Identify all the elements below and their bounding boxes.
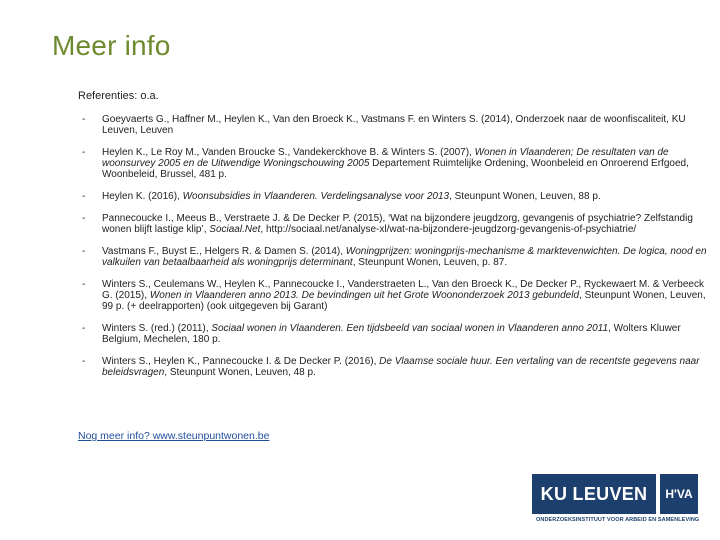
reference-text: Heylen K., Le Roy M., Vanden Broucke S., Vandekerckhove B. & Winters S. (2007), — [102, 147, 475, 158]
bullet-dash: - — [82, 246, 86, 257]
bullet-dash: - — [82, 147, 86, 158]
reference-text: , Steunpunt Wonen, Leuven, 48 p. — [164, 367, 316, 378]
reference-text: Winters S., Heylen K., Pannecoucke I. & De Decker P. (2016), — [102, 356, 380, 367]
reference-item — [78, 323, 708, 345]
more-info-link[interactable]: Nog meer info? www.steunpuntwonen.be — [78, 430, 270, 442]
reference-item — [78, 147, 708, 180]
reference-text: , Steunpunt Wonen, Leuven, 99 p. (+ deelrapporten) (ook uitgegeven bij Garant) — [102, 290, 706, 312]
reference-title: Sociaal wonen in Vlaanderen. Een tijdsbeeld van sociaal wonen in Vlaanderen anno 2011 — [211, 323, 609, 334]
page-title: Meer info — [52, 30, 171, 61]
ku-leuven-logo-text: KU LEUVEN — [540, 483, 648, 504]
reference-title: Woonsubsidies in Vlaanderen. Verdelingsanalyse voor 2013 — [182, 191, 450, 202]
reference-text: , Wolters Kluwer Belgium, Mechelen, 180 p. — [102, 323, 681, 345]
reference-text: , Steunpunt Wonen, Leuven, p. 87. — [352, 257, 508, 268]
hiva-logo — [660, 474, 698, 514]
reference-text: Vastmans F., Buyst E., Helgers R. & Damen S. (2014), — [102, 246, 346, 257]
ku-leuven-logo — [532, 474, 656, 514]
reference-item — [78, 356, 708, 378]
reference-text: Winters S. (red.) (2011), — [102, 323, 212, 334]
reference-item — [78, 213, 708, 235]
reference-title: Sociaal.Net — [209, 224, 261, 235]
reference-item — [78, 114, 708, 136]
reference-title: Wonen in Vlaanderen anno 2013. De bevindingen uit het Grote Woononderzoek 2013 gebundeld — [149, 290, 580, 301]
bullet-dash: - — [82, 356, 86, 367]
reference-text: Heylen K. (2016), — [102, 191, 183, 202]
reference-text: , http://sociaal.net/analyse-xl/wat-na-bijzondere-jeugdzorg-gevangenis-of-psychiatrie/ — [260, 224, 637, 235]
reference-title: Wonen in Vlaanderen; De resultaten van de woonsurvey 2005 en de Uitwendige Woningschouwing 2005 — [102, 147, 669, 169]
reference-list — [78, 114, 708, 389]
bullet-dash: - — [82, 114, 86, 125]
bullet-dash: - — [82, 279, 86, 290]
logo-tagline: ONDERZOEKSINSTITUUT VOOR ARBEID EN SAMENLEVING — [536, 517, 700, 523]
reference-text: Departement Ruimtelijke Ordening, Woonbeleid en Onroerend Erfgoed, Woonbeleid, Brussel, 481 p. — [102, 158, 689, 180]
reference-item — [78, 279, 708, 312]
reference-text: Winters S., Ceulemans W., Heylen K., Pannecoucke I., Vanderstraeten L., Van den Broeck K., De Decker P., Ryckewaert M. & Verbeeck G. (2015), — [102, 279, 704, 301]
bullet-dash: - — [82, 323, 86, 334]
hiva-logo-text: H'VA — [665, 487, 693, 501]
reference-text: Goeyvaerts G., Haffner M., Heylen K., Van den Broeck K., Vastmans F. en Winters S. (2014), Onderzoek naar de woonfiscaliteit, KU Leuven, Leuven — [102, 114, 686, 136]
reference-title: De Vlaamse sociale huur. Een vertaling van de recentste gegevens naar beleidsvragen — [102, 356, 700, 378]
bullet-dash: - — [82, 191, 86, 202]
reference-text: , Steunpunt Wonen, Leuven, 88 p. — [449, 191, 601, 202]
reference-text: Pannecoucke I., Meeus B., Verstraete J. & De Decker P. (2015), ‘Wat na bijzondere jeugdzorg, gevangenis of psychiatrie? Zelfstandig wonen blijft lastige klip’, — [102, 213, 693, 235]
reference-item — [78, 191, 708, 202]
bullet-dash: - — [82, 213, 86, 224]
reference-title: Woningprijzen: woningprijs-mechanisme & marktevenwichten. De logica, nood en valkuilen van betaalbaarheid als woningprijs determinant — [102, 246, 707, 268]
reference-item — [78, 246, 708, 268]
references-subtitle: Referenties: o.a. — [78, 90, 159, 102]
